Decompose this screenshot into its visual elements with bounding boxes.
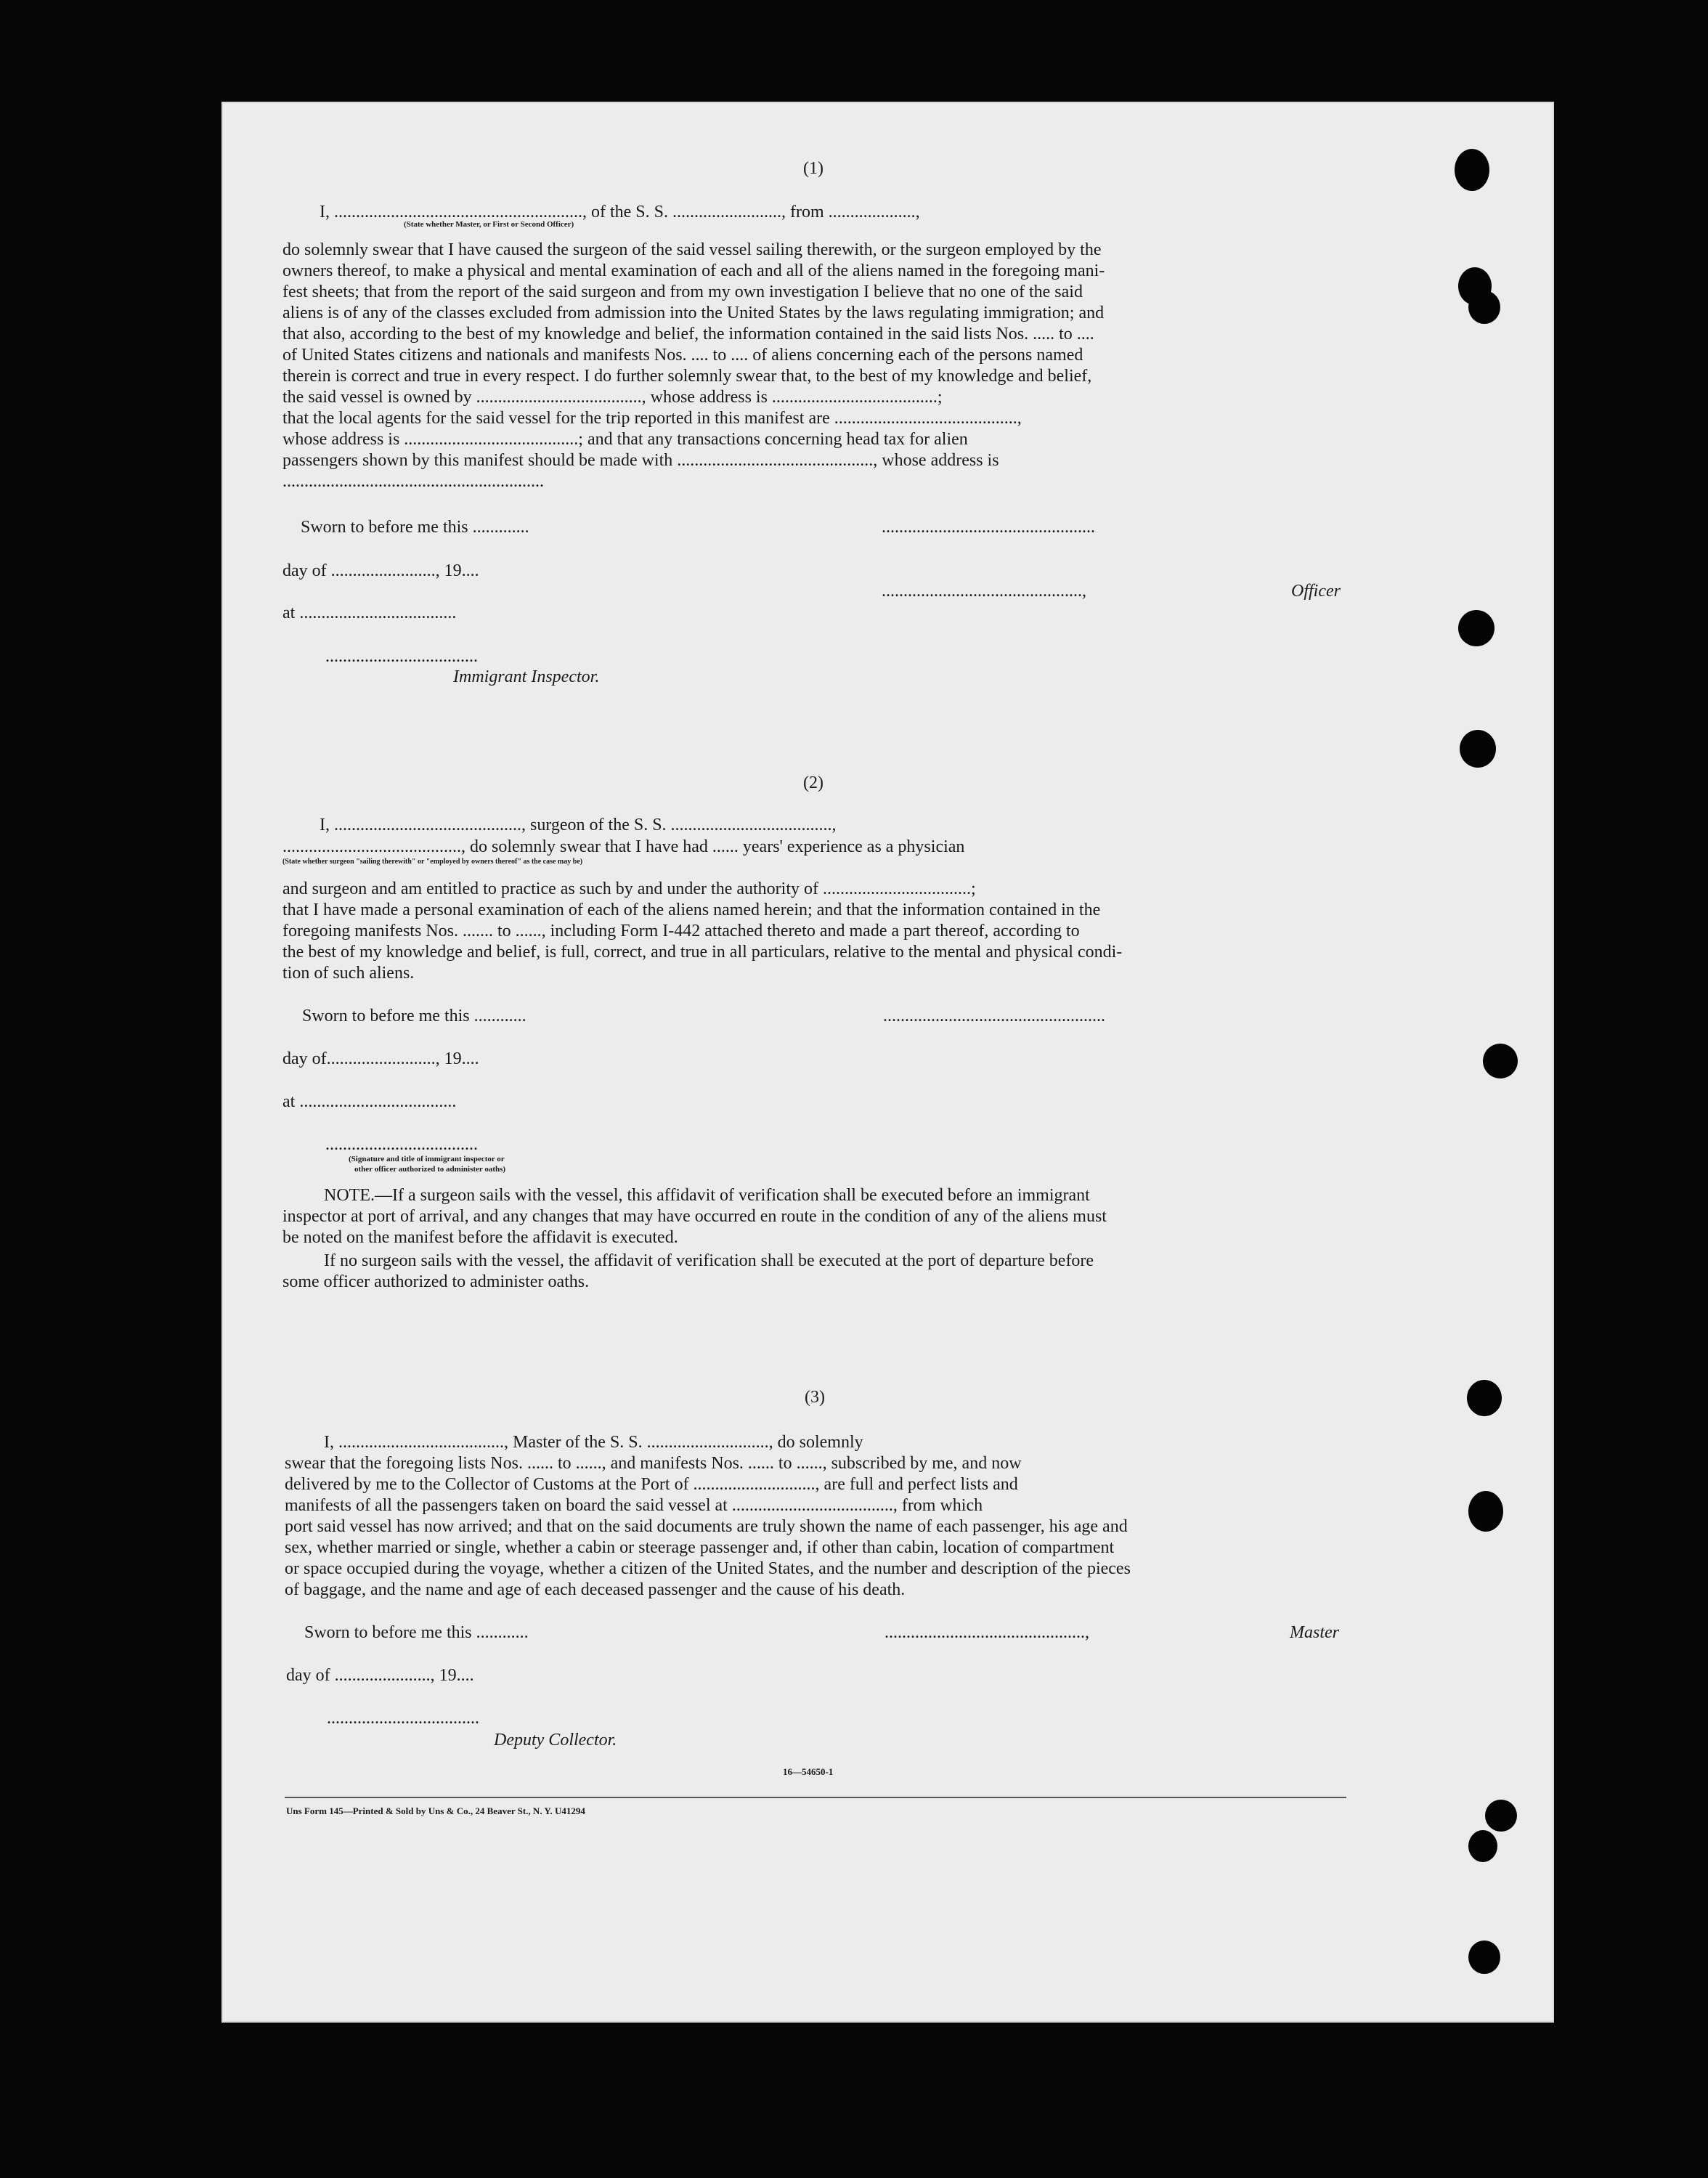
section-1-body-line: do solemnly swear that I have caused the surgeon of the said vessel sailing therewith, or the surgeon employed by the: [282, 240, 1102, 259]
section-1-body-line: whose address is ........................................; and that any transactions concerning head tax for alien: [282, 430, 968, 449]
section-1-day: day of ........................, 19....: [282, 561, 479, 580]
section-2-sublabel: (State whether surgeon "sailing therewith" or "employed by owners thereof" as the case may be): [282, 858, 583, 866]
punch-hole: [1458, 610, 1494, 646]
section-3-master-dots: ..............................................,: [884, 1623, 1089, 1642]
section-1-body-line: ............................................................: [282, 472, 544, 491]
deputy-collector-label: Deputy Collector.: [494, 1731, 617, 1750]
note-line: NOTE.—If a surgeon sails with the vessel, this affidavit of verification shall be executed before an immigrant: [324, 1186, 1090, 1205]
section-2-body-line: the best of my knowledge and belief, is full, correct, and true in all particulars, relative to the mental and physical condi-: [282, 943, 1123, 962]
section-1-body-line: that also, according to the best of my knowledge and belief, the information contained in the said lists Nos. ..... to ....: [282, 325, 1094, 344]
section-1-body-line: the said vessel is owned by ......................................, whose address is ......................................;: [282, 388, 943, 407]
section-1-signature-dots: ...................................: [325, 647, 478, 666]
section-2-sworn: Sworn to before me this ............: [302, 1007, 526, 1025]
section-2-number: (2): [803, 773, 824, 792]
punch-hole: [1455, 149, 1489, 191]
section-2-at: at ....................................: [282, 1092, 457, 1111]
section-2-body-line: and surgeon and am entitled to practice as such by and under the authority of ..................................;: [282, 879, 976, 898]
section-2-signature-label: (Signature and title of immigrant inspector or: [349, 1155, 505, 1163]
section-2-surgeon-line: I, ..........................................., surgeon of the S. S. .....................................,: [320, 816, 837, 834]
section-1-declarant-sublabel: (State whether Master, or First or Second Officer): [404, 220, 574, 229]
section-1-officer-label: Officer: [1291, 582, 1341, 601]
section-1-body-line: that the local agents for the said vessel for the trip reported in this manifest are ..........................................,: [282, 409, 1022, 428]
section-3-body-line: delivered by me to the Collector of Customs at the Port of ............................, are full and perfect lists and: [285, 1475, 1018, 1494]
note-line: inspector at port of arrival, and any changes that may have occurred en route in the condition of any of the aliens must: [282, 1207, 1107, 1226]
section-2-body-line: tion of such aliens.: [282, 964, 415, 983]
section-3-signature-dots: ...................................: [327, 1709, 479, 1728]
section-1-body-line: owners thereof, to make a physical and mental examination of each and all of the aliens named in the foregoing mani-: [282, 261, 1105, 280]
punch-hole: [1468, 1941, 1500, 1974]
section-3-body-line: swear that the foregoing lists Nos. ...... to ......, and manifests Nos. ...... to ......, subscribed by me, and now: [285, 1454, 1022, 1473]
section-3-day: day of ......................, 19....: [286, 1666, 474, 1685]
section-1-declarant-line: I, ........................................................., of the S. S. ........................., from ....................,: [320, 203, 920, 222]
section-2-sworn-signature-dots: ...................................................: [883, 1007, 1105, 1025]
note-line: If no surgeon sails with the vessel, the affidavit of verification shall be executed at the port of departure before: [324, 1251, 1094, 1270]
section-3-body-line: or space occupied during the voyage, whether a citizen of the United States, and the number and description of the pieces: [285, 1559, 1131, 1578]
section-3-sworn: Sworn to before me this ............: [304, 1623, 529, 1642]
punch-hole: [1485, 1800, 1517, 1832]
note-line: be noted on the manifest before the affidavit is executed.: [282, 1228, 678, 1247]
punch-hole: [1468, 1491, 1503, 1532]
section-3-number: (3): [805, 1388, 825, 1407]
section-1-sworn: Sworn to before me this .............: [301, 518, 529, 537]
section-1-officer-dots: ..............................................,: [882, 582, 1086, 601]
section-1-body-line: passengers shown by this manifest should be made with ............................................., whose address is: [282, 451, 999, 470]
section-3-body-line: I, ......................................, Master of the S. S. ............................, do solemnly: [324, 1433, 863, 1452]
immigrant-inspector-label: Immigrant Inspector.: [453, 667, 600, 686]
note-line: some officer authorized to administer oaths.: [282, 1272, 590, 1291]
punch-hole: [1460, 730, 1496, 768]
section-3-body-line: manifests of all the passengers taken on board the said vessel at ....................................., from which: [285, 1496, 983, 1515]
section-1-at: at ....................................: [282, 604, 457, 622]
section-1-body-line: aliens is of any of the classes excluded from admission into the United States by the laws regulating immigration; and: [282, 304, 1105, 322]
section-1-body-line: fest sheets; that from the report of the said surgeon and from my own investigation I believe that no one of the said: [282, 283, 1083, 301]
section-3-body-line: of baggage, and the name and age of each deceased passenger and the cause of his death.: [285, 1580, 906, 1599]
section-1-body-line: therein is correct and true in every respect. I do further solemnly swear that, to the best of my knowledge and belief,: [282, 367, 1092, 386]
section-2-experience-line: ........................................., do solemnly swear that I have had ...... years' experience as a physician: [282, 837, 965, 856]
footer-divider: [285, 1797, 1346, 1798]
section-3-body-line: sex, whether married or single, whether a cabin or steerage passenger and, if other than cabin, location of compartment: [285, 1538, 1115, 1557]
section-1-sworn-signature-dots: .................................................: [882, 518, 1095, 537]
form-code: 16—54650-1: [783, 1766, 834, 1777]
punch-hole: [1483, 1044, 1518, 1078]
section-2-signature-label: other officer authorized to administer oaths): [354, 1165, 506, 1174]
punch-hole: [1468, 1830, 1497, 1862]
punch-hole: [1468, 290, 1500, 324]
section-3-master-label: Master: [1290, 1623, 1339, 1642]
section-1-number: (1): [803, 159, 824, 178]
section-3-body-line: port said vessel has now arrived; and that on the said documents are truly shown the name of each passenger, his age and: [285, 1517, 1128, 1536]
section-2-body-line: that I have made a personal examination of each of the aliens named herein; and that the information contained in the: [282, 901, 1101, 919]
section-2-signature-dots: ...................................: [325, 1135, 478, 1154]
section-2-day: day of........................., 19....: [282, 1049, 479, 1068]
printer-footer: Uns Form 145—Printed & Sold by Uns & Co., 24 Beaver St., N. Y. U41294: [286, 1805, 585, 1816]
section-2-body-line: foregoing manifests Nos. ....... to ......, including Form I-442 attached thereto and made a part thereof, according to: [282, 922, 1080, 940]
punch-hole: [1467, 1380, 1502, 1416]
section-1-body-line: of United States citizens and nationals and manifests Nos. .... to .... of aliens concerning each of the persons named: [282, 346, 1083, 365]
